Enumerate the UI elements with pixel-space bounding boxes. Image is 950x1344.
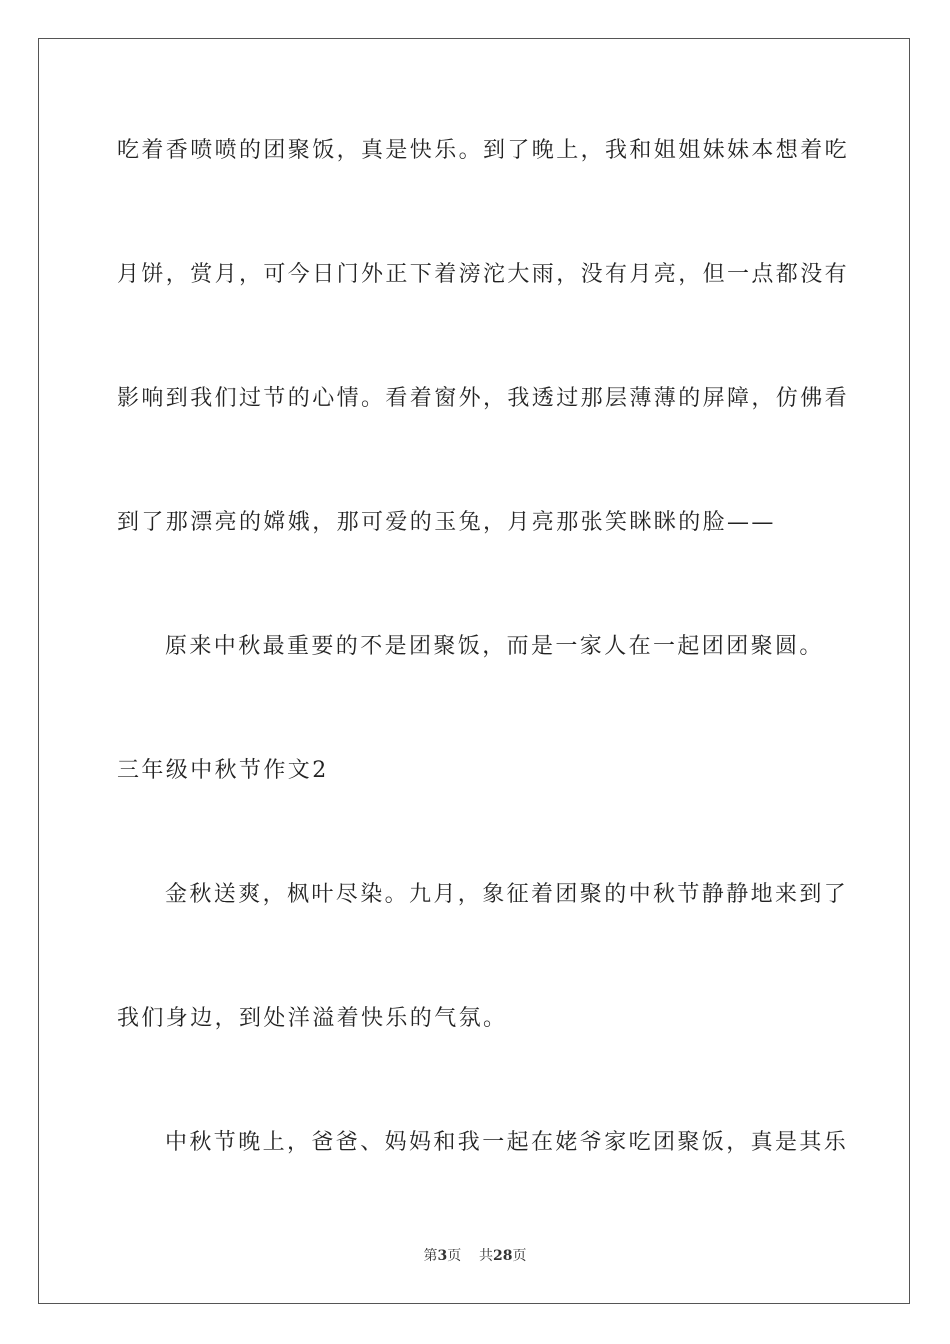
paragraph-line: 影响到我们过节的心情。看着窗外，我透过那层薄薄的屏障，仿佛看 bbox=[117, 386, 850, 411]
paragraph-line: 中秋节晚上，爸爸、妈妈和我一起在姥爷家吃团聚饭，真是其乐 bbox=[165, 1130, 849, 1155]
footer-page-prefix: 第 bbox=[423, 1248, 438, 1264]
paragraph-line: 金秋送爽，枫叶尽染。九月，象征着团聚的中秋节静静地来到了 bbox=[165, 882, 849, 907]
paragraph-line: 我们身边，到处洋溢着快乐的气氛。 bbox=[117, 1006, 508, 1031]
footer-total-prefix: 共 bbox=[479, 1248, 494, 1264]
footer-total-number: 28 bbox=[493, 1248, 513, 1264]
page-footer bbox=[0, 1246, 950, 1266]
footer-total-suffix: 页 bbox=[512, 1248, 527, 1264]
footer-page-number: 3 bbox=[437, 1248, 448, 1264]
section-heading: 三年级中秋节作文2 bbox=[117, 758, 329, 783]
paragraph-line: 到了那漂亮的嫦娥，那可爱的玉兔，月亮那张笑眯眯的脸—— bbox=[117, 510, 776, 535]
page-frame bbox=[38, 38, 910, 1304]
paragraph-line: 原来中秋最重要的不是团聚饭，而是一家人在一起团团聚圆。 bbox=[165, 634, 824, 659]
paragraph-line: 吃着香喷喷的团聚饭，真是快乐。到了晚上，我和姐姐妹妹本想着吃 bbox=[117, 138, 850, 163]
paragraph-line: 月饼，赏月，可今日门外正下着滂沱大雨，没有月亮，但一点都没有 bbox=[117, 262, 850, 287]
footer-page-suffix: 页 bbox=[447, 1248, 462, 1264]
